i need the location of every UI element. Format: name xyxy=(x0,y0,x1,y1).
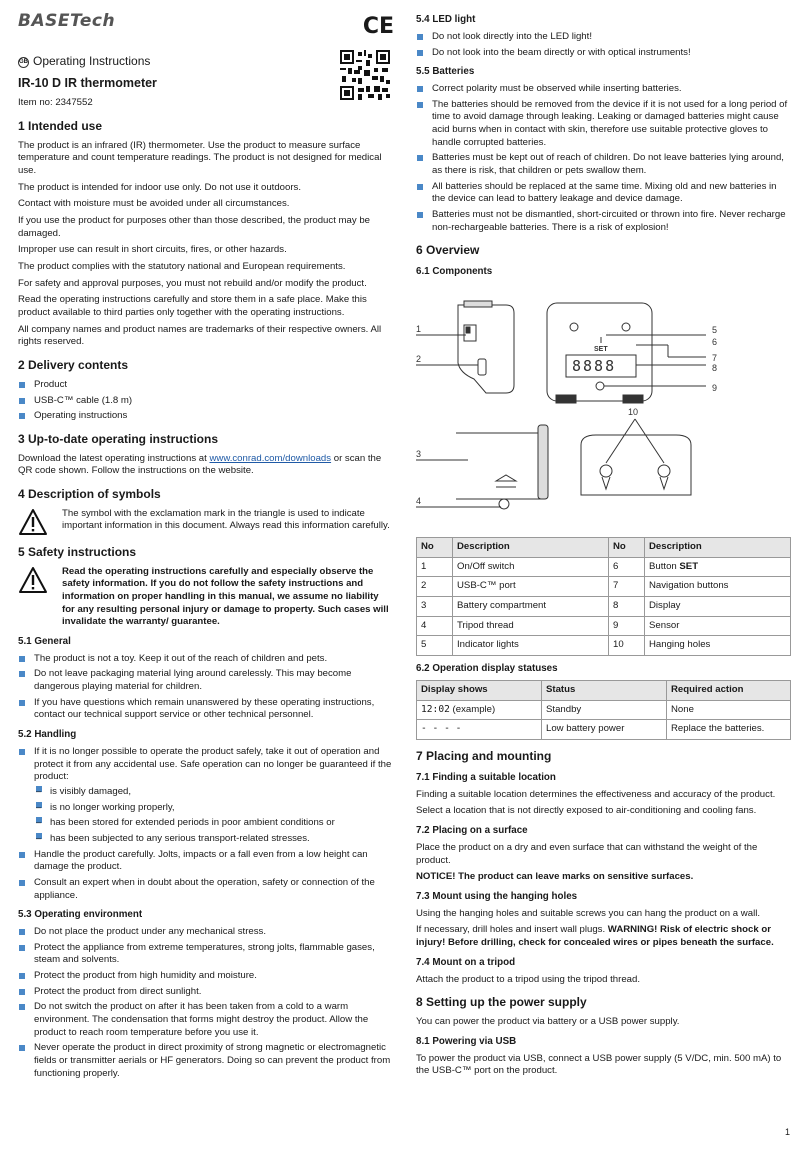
warning-triangle-icon xyxy=(18,508,48,536)
paragraph: Place the product on a dry and even surface that can withstand the weight of the product. xyxy=(416,841,758,866)
table-cell: 4 xyxy=(417,616,453,636)
list-item: Protect the product from high humidity and moisture. xyxy=(18,970,394,983)
language-badge: GB xyxy=(18,57,29,68)
table-cell: Navigation buttons xyxy=(645,577,791,597)
table-header: No xyxy=(609,538,645,558)
table-cell: 5 xyxy=(417,636,453,656)
paragraph: Improper use can result in short circuits, fires, or other hazards. xyxy=(18,244,287,256)
table-row xyxy=(417,616,791,636)
subsection-heading: 5.3 Operating environment xyxy=(18,909,143,921)
paragraph: Read the operating instructions carefully and store them in a safe place. Make this product available to third parties only together with the operating instructions. xyxy=(18,294,367,319)
subsection-heading: 7.3 Mount using the hanging holes xyxy=(416,890,578,902)
table-header: Status xyxy=(542,680,667,700)
led-list xyxy=(416,31,791,59)
paragraph: To power the product via USB, connect a USB power supply (5 V/DC, min. 500 mA) to the USB-C™ port on the product. xyxy=(416,1052,782,1077)
table-header-row xyxy=(417,680,791,700)
list-item: Batteries must be kept out of reach of children. Do not leave batteries lying around, as there is risk, that children or pets swallow them. xyxy=(416,152,791,177)
table-cell: Tripod thread xyxy=(453,616,609,636)
table-cell: None xyxy=(667,700,791,720)
qr-code-icon xyxy=(340,50,390,100)
right-column xyxy=(416,6,791,1082)
page-number: 1 xyxy=(784,1127,790,1138)
table-cell: Sensor xyxy=(645,616,791,636)
section-heading: 4 Description of symbols xyxy=(18,486,161,501)
list-item: USB-C™ cable (1.8 m) xyxy=(18,395,394,408)
subsection-heading: 6.2 Operation display statuses xyxy=(416,663,558,675)
back-view-body xyxy=(456,433,544,499)
table-row xyxy=(417,720,791,740)
list-item: Do not look directly into the LED light! xyxy=(416,31,791,44)
list-item: – is visibly damaged, xyxy=(34,786,394,799)
list-item: Batteries must not be dismantled, short-circuited or thrown into fire. Never recharge non-rechargeable batteries. There is a risk of explosion! xyxy=(416,209,791,234)
table-cell: Display xyxy=(645,597,791,617)
paragraph: Select a location that is not directly exposed to air-conditioning and cooling fans. xyxy=(416,805,757,817)
symbol-description xyxy=(18,508,394,536)
cell-bold-text: SET xyxy=(679,560,699,572)
list-item: Do not leave packaging material lying around carelessly. This may become dangerous playing material for children. xyxy=(18,668,394,693)
bottom-view-body xyxy=(581,435,691,495)
table-header: Required action xyxy=(667,680,791,700)
subsection-heading: 6.1 Components xyxy=(416,266,493,278)
subsection-heading: 5.1 General xyxy=(18,635,71,647)
table-cell: 10 xyxy=(609,636,645,656)
table-cell: Indicator lights xyxy=(453,636,609,656)
table-cell: 2 xyxy=(417,577,453,597)
left-column xyxy=(18,10,394,1083)
component-label: 3 xyxy=(416,449,422,460)
component-label: 9 xyxy=(712,383,718,394)
symbol-text: The symbol with the exclamation mark in the triangle is used to indicate important information in this document. Always read this information carefully. xyxy=(62,507,390,532)
list-item: – is no longer working properly, xyxy=(34,802,394,815)
list-item: If you have questions which remain unanswered by these operating instructions, contact our technical support service or other technical personnel. xyxy=(18,697,394,722)
list-item: Correct polarity must be observed while inserting batteries. xyxy=(416,83,791,96)
table-cell xyxy=(417,720,542,740)
list-item: Protect the product from direct sunlight. xyxy=(18,986,394,999)
paragraph: Finding a suitable location determines the effectiveness and accuracy of the product. xyxy=(416,788,776,800)
list-item: Product xyxy=(18,379,394,392)
download-text-2: or scan the QR code shown. Follow the instructions on the website. xyxy=(18,452,382,477)
ops-text: Operating Instructions xyxy=(33,54,151,69)
component-label: 10 xyxy=(628,407,639,418)
component-label: 4 xyxy=(416,496,422,507)
list-item: Never operate the product in direct proximity of strong magnetic or electromagnetic fields or transmitter aerials or HF generators. Doing so can prevent the product from functioning properly. xyxy=(18,1042,394,1080)
component-label: 6 xyxy=(712,337,718,348)
paragraph: The product is an infrared (IR) thermometer. Use the product to measure surface temperature and count temperature readings. The product is not designed for medical use. xyxy=(18,139,382,177)
environment-list xyxy=(18,926,394,1080)
download-paragraph xyxy=(18,453,394,478)
delivery-list xyxy=(18,379,394,423)
table-cell: Battery compartment xyxy=(453,597,609,617)
paragraph: The product is intended for indoor use only. Do not use it outdoors. xyxy=(18,181,302,193)
subsection-heading: 7.4 Mount on a tripod xyxy=(416,956,516,968)
list-item: – has been stored for extended periods in poor ambient conditions or xyxy=(34,817,394,830)
section-heading: 8 Setting up the power supply xyxy=(416,995,587,1010)
download-link[interactable]: www.conrad.com/downloads xyxy=(209,452,332,464)
display-value: 12:02 xyxy=(421,703,450,715)
list-item: Do not switch the product on after it has been taken from a cold to a warm environment. The condensation that forms might destroy the product. Allow the product to reach room temperature before you use it. xyxy=(18,1001,394,1039)
section-heading: 5 Safety instructions xyxy=(18,544,137,559)
subsection-heading: 5.5 Batteries xyxy=(416,66,475,78)
side-view-body xyxy=(458,305,514,393)
download-text: Download the latest operating instructions at xyxy=(18,452,207,464)
component-label: 2 xyxy=(416,354,422,365)
set-button-label: SET xyxy=(594,346,608,354)
list-item: Protect the appliance from extreme temperatures, strong jolts, flammable gases, steam and solvents. xyxy=(18,942,394,967)
list-item: Handle the product carefully. Jolts, impacts or a fall even from a low height can damage the product. xyxy=(18,849,394,874)
paragraph: Using the hanging holes and suitable screws you can hang the product on a wall. xyxy=(416,907,760,919)
list-item: All batteries should be replaced at the same time. Mixing old and new batteries in the device can lead to battery leakage and device damage. xyxy=(416,181,791,206)
display-value: - - - - xyxy=(421,723,462,735)
components-table xyxy=(416,537,791,656)
paragraph: If you use the product for purposes other than those described, the product may be damaged. xyxy=(18,215,370,239)
brand-logo: BASETech xyxy=(18,11,116,31)
section-heading: 1 Intended use xyxy=(18,119,103,133)
product-title: IR-10 D IR thermometer xyxy=(18,76,157,91)
section-heading: 2 Delivery contents xyxy=(18,358,129,373)
subsection-heading: 7.1 Finding a suitable location xyxy=(416,771,556,783)
component-label: 1 xyxy=(416,324,422,335)
condition-list xyxy=(34,786,394,846)
table-header: Display shows xyxy=(417,680,542,700)
item-number: Item no: 2347552 xyxy=(18,96,93,108)
subsection-heading: 5.4 LED light xyxy=(416,14,476,25)
table-row xyxy=(417,557,791,577)
table-cell: 8 xyxy=(609,597,645,617)
cell-text: (example) xyxy=(449,703,496,715)
table-cell: Hanging holes xyxy=(645,636,791,656)
component-label: 7 xyxy=(712,353,718,364)
table-cell: 7 xyxy=(609,577,645,597)
table-cell: Replace the batteries. xyxy=(667,720,791,740)
paragraph: For safety and approval purposes, you must not rebuild and/or modify the product. xyxy=(18,277,367,289)
subsection-heading: 8.1 Powering via USB xyxy=(416,1035,517,1047)
list-item: The product is not a toy. Keep it out of the reach of children and pets. xyxy=(18,653,394,666)
general-list xyxy=(18,653,394,722)
header xyxy=(18,10,394,110)
operating-instructions-label xyxy=(18,54,394,70)
table-header: Description xyxy=(645,538,791,558)
table-cell: 6 xyxy=(609,557,645,577)
subsection-heading: 5.2 Handling xyxy=(18,729,77,741)
paragraph: The product complies with the statutory national and European requirements. xyxy=(18,261,346,273)
drill-text: If necessary, drill holes and insert wall plugs. xyxy=(416,924,606,936)
table-cell: Standby xyxy=(542,700,667,720)
section-heading: 6 Overview xyxy=(416,243,480,258)
table-row xyxy=(417,597,791,617)
table-row xyxy=(417,700,791,720)
paragraph xyxy=(416,924,791,949)
ce-mark: CE xyxy=(362,14,394,39)
paragraph: All company names and product names are trademarks of their respective owners. All rights reserved. xyxy=(18,323,382,348)
table-cell xyxy=(417,700,542,720)
list-item: Do not place the product under any mechanical stress. xyxy=(18,926,394,939)
table-header: Description xyxy=(453,538,609,558)
component-label: 5 xyxy=(712,325,718,336)
handling-list xyxy=(18,746,394,902)
components-diagram xyxy=(416,285,791,535)
handling-text: If it is no longer possible to operate the product safely, take it out of operation and protect it from any accidental use. Safe operation can no longer be guaranteed if the product: xyxy=(34,746,392,783)
section-heading: 7 Placing and mounting xyxy=(416,748,552,763)
table-cell: USB-C™ port xyxy=(453,577,609,597)
subsection-heading: 7.2 Placing on a surface xyxy=(416,825,528,837)
list-item: The batteries should be removed from the device if it is not used for a long period of time to avoid damage through leaking. Leaking or damaged batteries might cause acid burns when in contact with skin, therefore use suitable protective gloves to handle corrupted batteries. xyxy=(416,99,791,150)
table-cell: 3 xyxy=(417,597,453,617)
list-item: – has been subjected to any serious transport-related stresses. xyxy=(34,833,394,846)
paragraph: Contact with moisture must be avoided under all circumstances. xyxy=(18,198,290,210)
table-cell xyxy=(645,557,791,577)
table-header-row xyxy=(417,538,791,558)
table-cell: 9 xyxy=(609,616,645,636)
table-header: No xyxy=(417,538,453,558)
notice-text: NOTICE! The product can leave marks on sensitive surfaces. xyxy=(416,871,694,883)
table-cell: 1 xyxy=(417,557,453,577)
table-row xyxy=(417,636,791,656)
list-item: Consult an expert when in doubt about the operation, safety or connection of the appliance. xyxy=(18,877,394,902)
list-item: Do not look into the beam directly or with optical instruments! xyxy=(416,47,791,60)
battery-list xyxy=(416,83,791,234)
list-item: Operating instructions xyxy=(18,410,394,423)
safety-warning-text: Read the operating instructions carefully and especially observe the safety information. If you do not follow the safety instructions and information on proper handling in this manual, we assume no liability for any resulting personal injury or damage to property. Such cases will invalidate the warranty/ guarantee. xyxy=(62,565,389,628)
cell-text: Button xyxy=(649,560,680,572)
warning-text: WARNING! Risk of electric shock or injury! Before drilling, check for concealed wires or pipes beneath the surface. xyxy=(416,924,774,949)
table-cell: On/Off switch xyxy=(453,557,609,577)
table-row xyxy=(417,577,791,597)
safety-warning xyxy=(18,566,394,629)
table-cell: Low battery power xyxy=(542,720,667,740)
warning-triangle-icon xyxy=(18,566,48,594)
list-item xyxy=(18,746,394,846)
paragraph: You can power the product via battery or a USB power supply. xyxy=(416,1016,680,1028)
section-heading: 3 Up-to-date operating instructions xyxy=(18,431,219,446)
display-digits: 8888 xyxy=(572,357,617,376)
paragraph: Attach the product to a tripod using the tripod thread. xyxy=(416,973,640,985)
status-table xyxy=(416,680,791,740)
component-label: 8 xyxy=(712,363,718,374)
